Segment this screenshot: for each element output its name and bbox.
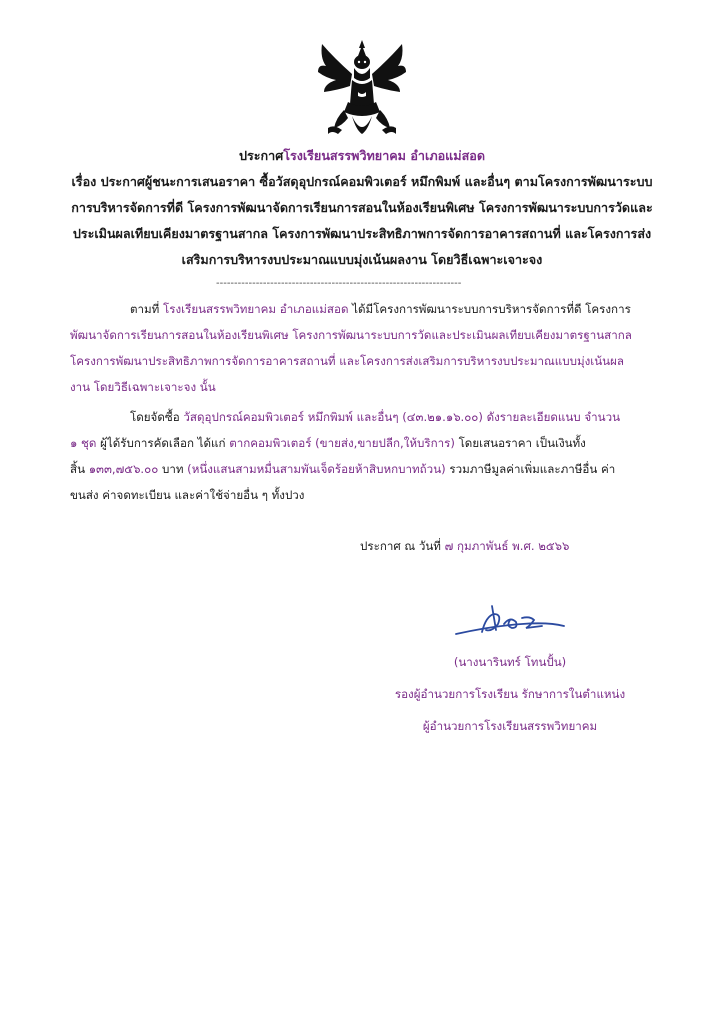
text-span: บาท xyxy=(158,462,188,476)
title-school: โรงเรียนสรรพวิทยาคม อำเภอแม่สอด xyxy=(283,148,486,163)
paragraph-line: โครงการพัฒนาประสิทธิภาพการจัดการอาคารสถานที่ และโครงการส่งเสริมการบริหารงบประมาณแบบมุ่งเน้นผล xyxy=(70,354,624,368)
announce-date-line xyxy=(360,538,569,556)
paragraph-line xyxy=(70,430,660,456)
subject-line: เสริมการบริหารงบประมาณแบบมุ่งเน้นผลงาน โดยวิธีเฉพาะเจาะจง xyxy=(181,252,543,267)
quantity: ๑ ชุด xyxy=(70,436,97,450)
announcement-title xyxy=(60,143,664,169)
subject-line: ประเมินผลเทียบเคียงมาตรฐานสากล โครงการพัฒนาประสิทธิภาพการจัดการอาคารสถานที่ และโครงการส่ง xyxy=(72,226,652,241)
paragraph-line xyxy=(70,456,660,482)
text-span: โดยจัดซื้อ xyxy=(130,410,184,424)
title-prefix: ประกาศ xyxy=(238,148,284,163)
paragraph-background xyxy=(70,296,660,400)
paragraph-line xyxy=(70,404,660,430)
procurement-item: วัสดุอุปกรณ์คอมพิวเตอร์ หมึกพิมพ์ และอื่นๆ (๔๓.๒๑.๑๖.๐๐) ดังรายละเอียดแนบ จำนวน xyxy=(183,410,621,424)
signature-image xyxy=(452,602,570,642)
subject-line: การบริหารจัดการที่ดี โครงการพัฒนาจัดการเรียนการสอนในห้องเรียนพิเศษ โครงการพัฒนาระบบการวัดและ xyxy=(71,200,653,215)
subject-line: เรื่อง ประกาศผู้ชนะการเสนอราคา ซื้อวัสดุอุปกรณ์คอมพิวเตอร์ หมึกพิมพ์ และอื่นๆ ตามโครงการพัฒนาระบบ xyxy=(71,174,653,189)
separator-line: -------------------------------------------------------------------- xyxy=(216,278,462,289)
signatory-position-acting: ผู้อำนวยการโรงเรียนสรรพวิทยาคม xyxy=(422,719,598,733)
paragraph-line: พัฒนาจัดการเรียนการสอนในห้องเรียนพิเศษ โครงการพัฒนาระบบการวัดและประเมินผลเทียบเคียงมาตรฐานสากล xyxy=(70,328,632,342)
paragraph-award xyxy=(70,404,660,508)
text-span: ตามที่ xyxy=(130,302,164,316)
text-span: ได้มีโครงการพัฒนาระบบการบริหารจัดการที่ดี โครงการ xyxy=(348,302,631,316)
signatory-block xyxy=(360,646,660,742)
paragraph-line: ขนส่ง ค่าจดทะเบียน และค่าใช้จ่ายอื่น ๆ ทั้งปวง xyxy=(70,488,305,502)
paragraph-line: งาน โดยวิธีเฉพาะเจาะจง นั้น xyxy=(70,380,216,394)
text-span: โดยเสนอราคา เป็นเงินทั้ง xyxy=(454,436,586,450)
price-amount: ๑๓๓,๗๕๖.๐๐ xyxy=(88,462,159,476)
garuda-emblem-icon xyxy=(314,38,410,138)
signatory-position: รองผู้อำนวยการโรงเรียน รักษาการในตำแหน่ง xyxy=(394,687,626,701)
price-in-words: (หนึ่งแสนสามหมื่นสามพันเจ็ดร้อยห้าสิบหกบาทถ้วน) xyxy=(187,462,446,476)
text-span: สิ้น xyxy=(70,462,89,476)
school-name: โรงเรียนสรรพวิทยาคม อำเภอแม่สอด xyxy=(163,302,349,316)
announce-date: ๗ กุมภาพันธ์ พ.ศ. ๒๕๖๖ xyxy=(444,539,570,553)
paragraph-line xyxy=(70,296,660,322)
vendor-name: ตากคอมพิวเตอร์ (ขายส่ง,ขายปลีก,ให้บริการ) xyxy=(229,436,455,450)
announce-label: ประกาศ ณ วันที่ xyxy=(360,539,445,553)
text-span: รวมภาษีมูลค่าเพิ่มและภาษีอื่น ค่า xyxy=(445,462,616,476)
announcement-heading xyxy=(60,143,664,273)
text-span: ผู้ได้รับการคัดเลือก ได้แก่ xyxy=(96,436,230,450)
signatory-name: (นางนารินทร์ โทนปั้น) xyxy=(453,655,567,669)
